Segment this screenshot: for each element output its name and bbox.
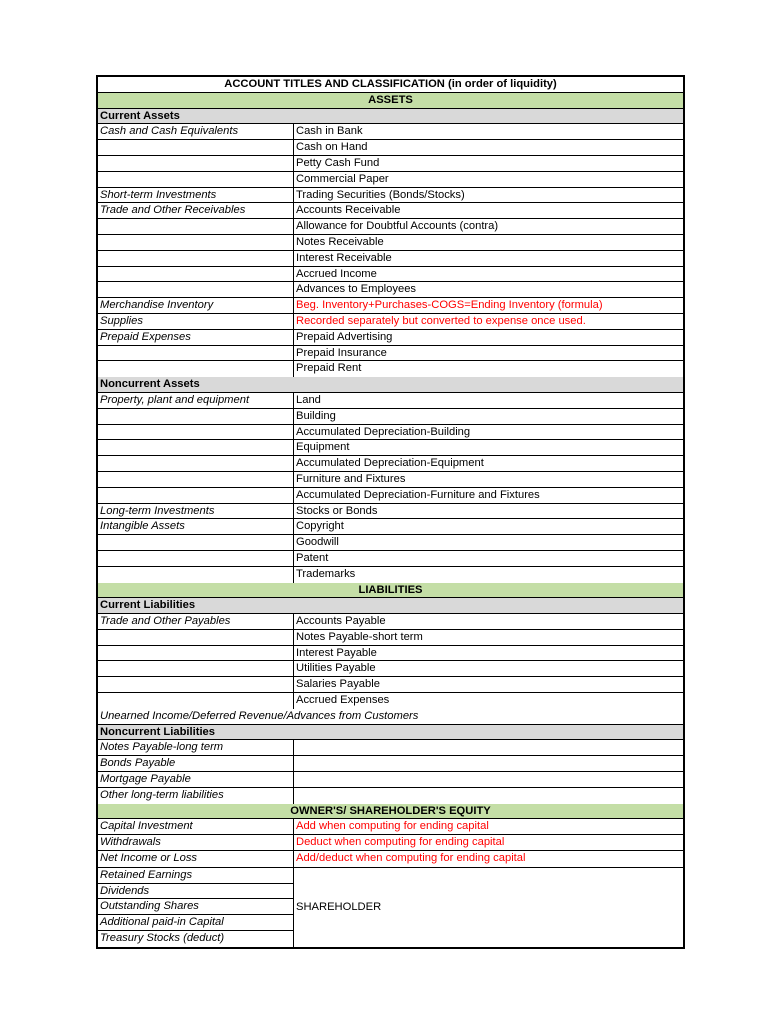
account-title-cell: Goodwill — [296, 536, 339, 549]
shareholder-label: SHAREHOLDER — [296, 901, 382, 914]
classification-cell — [98, 677, 294, 692]
account-title-cell: Patent — [296, 551, 329, 564]
account-title-cell: Utilities Payable — [296, 662, 376, 675]
shareholder-item: Treasury Stocks (deduct) — [100, 932, 225, 945]
account-title-cell: Building — [296, 409, 336, 422]
account-title-cell: Trademarks — [296, 567, 356, 580]
account-title-cell: Trading Securities (Bonds/Stocks) — [296, 188, 465, 201]
owner-equity-rows — [98, 819, 683, 866]
classification-cell: Bonds Payable — [98, 756, 294, 771]
classification-cell — [98, 156, 294, 171]
account-title-cell: Petty Cash Fund — [296, 156, 380, 169]
classification-cell — [98, 267, 294, 282]
current-assets-heading: Current Assets — [100, 109, 180, 122]
table-row — [98, 440, 683, 456]
classification-cell: Mortgage Payable — [98, 772, 294, 787]
account-title-cell: Interest Payable — [296, 646, 377, 659]
account-title-cell: Beg. Inventory+Purchases-COGS=Ending Inventory (formula) — [296, 299, 603, 312]
account-title-cell: Prepaid Insurance — [296, 346, 387, 359]
classification-cell — [98, 646, 294, 661]
shareholder-section — [98, 867, 683, 947]
current-assets-header-row — [98, 109, 683, 125]
classification-cell — [98, 251, 294, 266]
classification-cell — [98, 235, 294, 250]
account-title-cell: Land — [296, 393, 321, 406]
current-liabilities-rows — [98, 614, 683, 709]
table-row — [98, 425, 683, 441]
equity-header-row — [98, 804, 683, 820]
account-title-cell: Notes Receivable — [296, 235, 384, 248]
table-row — [98, 251, 683, 267]
classification-cell — [98, 346, 294, 361]
account-title-cell: Cash in Bank — [296, 125, 363, 138]
table-row — [98, 851, 683, 867]
table-row — [98, 756, 683, 772]
classification-cell: Cash and Cash Equivalents — [98, 124, 294, 139]
table-row — [98, 504, 683, 520]
account-title-cell: Notes Payable-short term — [296, 630, 423, 643]
noncurrent-assets-header-row — [98, 377, 683, 393]
classification-cell — [98, 219, 294, 234]
current-liabilities-heading: Current Liabilities — [100, 599, 196, 612]
classification-cell — [98, 361, 294, 377]
classification-cell: Other long-term liabilities — [98, 788, 294, 804]
account-title-cell: Cash on Hand — [296, 141, 368, 154]
table-row — [98, 219, 683, 235]
table-row — [98, 819, 683, 835]
account-title-cell — [294, 756, 683, 771]
shareholder-label-cell — [294, 868, 683, 947]
table-row — [98, 314, 683, 330]
account-title-cell: Commercial Paper — [296, 172, 389, 185]
table-row — [98, 614, 683, 630]
classification-cell — [98, 172, 294, 187]
classification-cell: Capital Investment — [98, 819, 294, 834]
table-row — [98, 298, 683, 314]
table-row — [98, 203, 683, 219]
classification-cell — [98, 551, 294, 566]
account-title-cell: Accumulated Depreciation-Building — [296, 425, 471, 438]
classification-cell: Notes Payable-long term — [98, 740, 294, 755]
classification-cell — [98, 630, 294, 645]
table-row — [98, 456, 683, 472]
account-title-cell: Copyright — [296, 520, 344, 533]
account-title-cell: Furniture and Fixtures — [296, 472, 406, 485]
shareholder-item: Dividends — [98, 884, 293, 900]
classification-cell: Property, plant and equipment — [98, 393, 294, 408]
classification-cell: Net Income or Loss — [98, 851, 294, 867]
account-classification-table — [96, 75, 685, 949]
table-row — [98, 772, 683, 788]
assets-header-row — [98, 93, 683, 109]
liabilities-header-row — [98, 583, 683, 599]
table-row — [98, 693, 683, 709]
classification-cell — [98, 282, 294, 297]
table-row — [98, 156, 683, 172]
table-row — [98, 488, 683, 504]
account-title-cell: Add/deduct when computing for ending capital — [296, 852, 526, 865]
account-title-cell: Deduct when computing for ending capital — [296, 836, 505, 849]
classification-cell — [98, 425, 294, 440]
table-row — [98, 124, 683, 140]
table-row — [98, 361, 683, 377]
account-title-cell: Interest Receivable — [296, 251, 392, 264]
classification-cell: Trade and Other Receivables — [98, 203, 294, 218]
table-row — [98, 677, 683, 693]
table-row — [98, 472, 683, 488]
table-row — [98, 567, 683, 583]
table-title: ACCOUNT TITLES AND CLASSIFICATION (in order of liquidity) — [224, 78, 557, 90]
table-row — [98, 551, 683, 567]
table-row — [98, 346, 683, 362]
account-title-cell: Prepaid Advertising — [296, 330, 393, 343]
shareholder-item: Additional paid-in Capital — [98, 915, 293, 931]
account-title-cell: Advances to Employees — [296, 283, 417, 296]
classification-cell — [98, 535, 294, 550]
shareholder-item: Retained Earnings — [98, 868, 293, 884]
table-row — [98, 646, 683, 662]
table-row — [98, 172, 683, 188]
account-title-cell — [294, 740, 683, 755]
account-title-cell: Accounts Receivable — [296, 204, 401, 217]
classification-cell: Trade and Other Payables — [98, 614, 294, 629]
table-row — [98, 630, 683, 646]
equity-heading: OWNER'S/ SHAREHOLDER'S EQUITY — [290, 804, 491, 817]
classification-cell — [98, 409, 294, 424]
account-title-cell: Accumulated Depreciation-Equipment — [296, 457, 484, 470]
classification-cell: Withdrawals — [98, 835, 294, 850]
account-title-cell: Add when computing for ending capital — [296, 820, 489, 833]
account-title-cell: Accumulated Depreciation-Furniture and Fixtures — [296, 488, 540, 501]
table-row — [98, 282, 683, 298]
classification-cell — [98, 472, 294, 487]
table-row — [98, 788, 683, 804]
noncurrent-liabilities-rows — [98, 740, 683, 803]
liabilities-heading: LIABILITIES — [358, 583, 423, 596]
table-row — [98, 140, 683, 156]
classification-cell: Long-term Investments — [98, 504, 294, 519]
table-row — [98, 740, 683, 756]
shareholder-item: Outstanding Shares — [98, 899, 293, 915]
account-title-cell: Allowance for Doubtful Accounts (contra) — [296, 220, 499, 233]
account-title-cell — [294, 788, 683, 804]
table-row — [98, 267, 683, 283]
table-row — [98, 661, 683, 677]
classification-cell: Prepaid Expenses — [98, 330, 294, 345]
classification-cell — [98, 488, 294, 503]
classification-cell — [98, 440, 294, 455]
table-row — [98, 393, 683, 409]
account-title-cell: Accounts Payable — [296, 615, 386, 628]
classification-cell: Intangible Assets — [98, 519, 294, 534]
account-title-cell: Accrued Income — [296, 267, 377, 280]
table-row — [98, 835, 683, 851]
unearned-income-label: Unearned Income/Deferred Revenue/Advances from Customers — [100, 709, 419, 722]
classification-cell — [98, 693, 294, 709]
current-assets-rows — [98, 124, 683, 377]
table-row — [98, 519, 683, 535]
classification-cell — [98, 140, 294, 155]
noncurrent-assets-heading: Noncurrent Assets — [100, 378, 200, 391]
assets-heading: ASSETS — [368, 93, 413, 106]
account-title-cell: Prepaid Rent — [296, 362, 362, 375]
table-row — [98, 409, 683, 425]
classification-cell: Merchandise Inventory — [98, 298, 294, 313]
classification-cell: Short-term Investments — [98, 188, 294, 203]
classification-cell — [98, 567, 294, 583]
unearned-income-row — [98, 709, 683, 725]
noncurrent-assets-rows — [98, 393, 683, 583]
noncurrent-liabilities-heading: Noncurrent Liabilities — [100, 725, 215, 738]
account-title-cell: Accrued Expenses — [296, 694, 390, 707]
account-title-cell: Equipment — [296, 441, 350, 454]
account-title-cell: Salaries Payable — [296, 678, 380, 691]
table-row — [98, 330, 683, 346]
account-title-cell: Stocks or Bonds — [296, 504, 378, 517]
classification-cell: Supplies — [98, 314, 294, 329]
noncurrent-liabilities-header-row — [98, 725, 683, 741]
current-liabilities-header-row — [98, 598, 683, 614]
classification-cell — [98, 456, 294, 471]
classification-cell — [98, 661, 294, 676]
title-row — [98, 77, 683, 93]
shareholder-items — [98, 868, 294, 947]
table-row — [98, 235, 683, 251]
table-row — [98, 535, 683, 551]
table-row — [98, 188, 683, 204]
account-title-cell — [294, 772, 683, 787]
account-title-cell: Recorded separately but converted to expense once used. — [296, 314, 586, 327]
